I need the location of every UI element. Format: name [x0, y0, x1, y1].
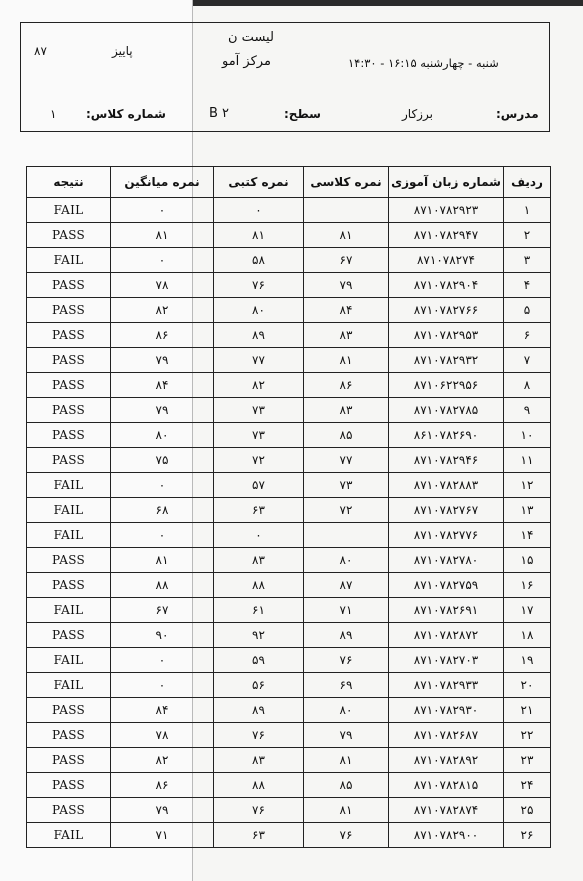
average-score-cell: ۸۸	[111, 573, 214, 598]
average-score-cell: ۷۸	[111, 723, 214, 748]
written-score-cell: ۸۹	[214, 698, 304, 723]
row-number-cell: ۱	[504, 198, 551, 223]
table-row	[27, 823, 551, 848]
student-id-cell: ۸۷۱۰۷۸۲۹۰۴	[389, 273, 504, 298]
average-score-cell: ۰	[111, 248, 214, 273]
class-score-cell: ۸۱	[304, 748, 389, 773]
written-score-cell: ۷۷	[214, 348, 304, 373]
student-id-cell: ۸۷۱۰۶۲۲۹۵۶	[389, 373, 504, 398]
class-score-cell: ۸۹	[304, 623, 389, 648]
average-score-cell: ۶۷	[111, 598, 214, 623]
student-id-cell: ۸۶۱۰۷۸۲۶۹۰	[389, 423, 504, 448]
student-id-cell: ۸۷۱۰۷۸۲۸۷۴	[389, 798, 504, 823]
class-score-cell: ۶۹	[304, 673, 389, 698]
student-id-cell: ۸۷۱۰۷۸۲۹۵۳	[389, 323, 504, 348]
written-score-cell: ۸۰	[214, 298, 304, 323]
class-score-cell: ۸۳	[304, 398, 389, 423]
row-number-cell: ۲۳	[504, 748, 551, 773]
table-row	[27, 373, 551, 398]
table-row	[27, 598, 551, 623]
teacher-label: مدرس:	[496, 107, 539, 121]
class-score-cell: ۸۶	[304, 373, 389, 398]
class-score-cell: ۷۹	[304, 723, 389, 748]
result-cell: PASS	[27, 723, 111, 748]
table-row	[27, 623, 551, 648]
student-id-cell: ۸۷۱۰۷۸۲۷۸۵	[389, 398, 504, 423]
schedule-text: شنبه - چهارشنبه ۱۶:۱۵ - ۱۴:۳۰	[348, 56, 499, 70]
class-score-cell: ۸۵	[304, 423, 389, 448]
result-cell: FAIL	[27, 248, 111, 273]
row-number-cell: ۷	[504, 348, 551, 373]
table-row	[27, 448, 551, 473]
average-score-cell: ۸۲	[111, 298, 214, 323]
average-score-cell: ۰	[111, 473, 214, 498]
row-number-cell: ۹	[504, 398, 551, 423]
table-row	[27, 398, 551, 423]
class-score-cell: ۷۳	[304, 473, 389, 498]
teacher-name: برزکار	[402, 107, 433, 121]
written-score-cell: ۰	[214, 198, 304, 223]
table-row	[27, 673, 551, 698]
result-cell: FAIL	[27, 473, 111, 498]
average-score-cell: ۷۹	[111, 798, 214, 823]
table-row	[27, 573, 551, 598]
result-cell: PASS	[27, 773, 111, 798]
table-row	[27, 773, 551, 798]
average-score-cell: ۷۹	[111, 348, 214, 373]
student-id-cell: ۸۷۱۰۷۸۲۷۶۶	[389, 298, 504, 323]
result-cell: PASS	[27, 398, 111, 423]
result-cell: PASS	[27, 548, 111, 573]
average-score-cell: ۰	[111, 673, 214, 698]
average-score-cell: ۰	[111, 198, 214, 223]
written-score-cell: ۶۳	[214, 498, 304, 523]
row-number-cell: ۱۴	[504, 523, 551, 548]
class-score-cell	[304, 523, 389, 548]
student-id-cell: ۸۷۱۰۷۸۲۷۷۶	[389, 523, 504, 548]
student-id-cell: ۸۷۱۰۷۸۲۷۸۰	[389, 548, 504, 573]
student-id-cell: ۸۷۱۰۷۸۲۹۴۶	[389, 448, 504, 473]
class-score-cell: ۷۶	[304, 823, 389, 848]
table-row	[27, 698, 551, 723]
average-score-cell: ۰	[111, 523, 214, 548]
result-cell: PASS	[27, 348, 111, 373]
result-cell: FAIL	[27, 198, 111, 223]
class-value: ۱	[50, 107, 57, 121]
written-score-cell: ۵۹	[214, 648, 304, 673]
average-score-cell: ۸۴	[111, 373, 214, 398]
row-number-cell: ۶	[504, 323, 551, 348]
written-score-cell: ۸۸	[214, 773, 304, 798]
student-id-cell: ۸۷۱۰۷۸۲۷۵۹	[389, 573, 504, 598]
level-label: سطح:	[284, 107, 321, 121]
row-number-cell: ۱۳	[504, 498, 551, 523]
table-row	[27, 523, 551, 548]
table-row	[27, 273, 551, 298]
result-cell: PASS	[27, 698, 111, 723]
class-score-cell: ۸۳	[304, 323, 389, 348]
written-score-cell: ۶۱	[214, 598, 304, 623]
table-row	[27, 723, 551, 748]
table-row	[27, 748, 551, 773]
average-score-cell: ۷۱	[111, 823, 214, 848]
list-title: لیست ن	[228, 30, 274, 45]
table-row	[27, 648, 551, 673]
average-score-cell: ۷۵	[111, 448, 214, 473]
student-id-cell: ۸۷۱۰۷۸۲۹۴۷	[389, 223, 504, 248]
row-number-cell: ۲۶	[504, 823, 551, 848]
student-id-cell: ۸۷۱۰۷۸۲۹۰۰	[389, 823, 504, 848]
row-number-cell: ۱۱	[504, 448, 551, 473]
written-score-cell: ۸۳	[214, 548, 304, 573]
average-score-cell: ۸۰	[111, 423, 214, 448]
average-score-cell: ۸۴	[111, 698, 214, 723]
row-number-cell: ۱۶	[504, 573, 551, 598]
result-cell: FAIL	[27, 523, 111, 548]
row-number-cell: ۵	[504, 298, 551, 323]
row-number-cell: ۱۲	[504, 473, 551, 498]
row-number-cell: ۲	[504, 223, 551, 248]
written-score-cell: ۶۳	[214, 823, 304, 848]
average-score-cell: ۰	[111, 648, 214, 673]
result-cell: FAIL	[27, 673, 111, 698]
table-body	[27, 198, 551, 848]
student-id-cell: ۸۷۱۰۷۸۲۶۸۷	[389, 723, 504, 748]
table-row	[27, 423, 551, 448]
class-score-cell: ۸۱	[304, 348, 389, 373]
average-score-cell: ۸۲	[111, 748, 214, 773]
average-score-cell: ۷۸	[111, 273, 214, 298]
class-score-cell: ۸۴	[304, 298, 389, 323]
result-cell: FAIL	[27, 498, 111, 523]
written-score-cell: ۸۲	[214, 373, 304, 398]
class-score-cell: ۶۷	[304, 248, 389, 273]
class-label: شماره کلاس:	[86, 107, 166, 121]
student-id-cell: ۸۷۱۰۷۸۲۹۳۳	[389, 673, 504, 698]
row-number-cell: ۲۱	[504, 698, 551, 723]
class-score-cell: ۸۰	[304, 698, 389, 723]
row-number-cell: ۱۵	[504, 548, 551, 573]
table-header-row	[27, 167, 551, 198]
written-score-cell: ۷۶	[214, 273, 304, 298]
level-value: B ۲	[209, 106, 230, 121]
student-id-cell: ۸۷۱۰۷۸۲۷۰۳	[389, 648, 504, 673]
table-row	[27, 798, 551, 823]
row-number-cell: ۲۴	[504, 773, 551, 798]
written-score-cell: ۰	[214, 523, 304, 548]
written-score-cell: ۸۱	[214, 223, 304, 248]
average-score-cell: ۸۶	[111, 323, 214, 348]
table-row	[27, 248, 551, 273]
written-score-cell: ۷۳	[214, 398, 304, 423]
result-cell: PASS	[27, 573, 111, 598]
table-row	[27, 223, 551, 248]
written-score-cell: ۷۲	[214, 448, 304, 473]
row-number-cell: ۳	[504, 248, 551, 273]
student-id-cell: ۸۷۱۰۷۸۲۸۷۲	[389, 623, 504, 648]
row-number-cell: ۲۲	[504, 723, 551, 748]
average-score-cell: ۶۸	[111, 498, 214, 523]
result-cell: PASS	[27, 298, 111, 323]
written-score-cell: ۹۲	[214, 623, 304, 648]
average-score-cell: ۸۶	[111, 773, 214, 798]
student-id-cell: ۸۷۱۰۷۸۲۹۳۲	[389, 348, 504, 373]
table-row	[27, 298, 551, 323]
class-score-cell: ۸۰	[304, 548, 389, 573]
result-cell: FAIL	[27, 648, 111, 673]
result-cell: PASS	[27, 323, 111, 348]
average-score-cell: ۸۱	[111, 548, 214, 573]
class-score-cell: ۷۶	[304, 648, 389, 673]
written-score-cell: ۸۳	[214, 748, 304, 773]
row-number-cell: ۱۹	[504, 648, 551, 673]
written-score-cell: ۷۳	[214, 423, 304, 448]
class-score-cell: ۸۱	[304, 798, 389, 823]
written-score-cell: ۸۹	[214, 323, 304, 348]
table-row	[27, 473, 551, 498]
result-cell: PASS	[27, 373, 111, 398]
row-number-cell: ۱۸	[504, 623, 551, 648]
table-row	[27, 498, 551, 523]
col-header-result: نتیجه	[27, 167, 111, 198]
written-score-cell: ۸۸	[214, 573, 304, 598]
written-score-cell: ۵۶	[214, 673, 304, 698]
student-id-cell: ۸۷۱۰۷۸۲۹۲۳	[389, 198, 504, 223]
written-score-cell: ۵۷	[214, 473, 304, 498]
term-label: پاییز	[112, 44, 133, 58]
col-header-row-number: ردیف	[504, 167, 551, 198]
results-table	[26, 166, 551, 848]
student-id-cell: ۸۷۱۰۷۸۲۶۹۱	[389, 598, 504, 623]
class-score-cell: ۷۷	[304, 448, 389, 473]
average-score-cell: ۸۱	[111, 223, 214, 248]
student-id-cell: ۸۷۱۰۷۸۲۹۳۰	[389, 698, 504, 723]
written-score-cell: ۵۸	[214, 248, 304, 273]
col-header-class-score: نمره کلاسی	[304, 167, 389, 198]
row-number-cell: ۲۵	[504, 798, 551, 823]
result-cell: PASS	[27, 748, 111, 773]
result-cell: FAIL	[27, 823, 111, 848]
result-cell: PASS	[27, 223, 111, 248]
result-cell: PASS	[27, 448, 111, 473]
class-score-cell: ۷۹	[304, 273, 389, 298]
table-row	[27, 348, 551, 373]
class-score-cell: ۷۱	[304, 598, 389, 623]
center-label: مرکز آمو	[222, 54, 271, 69]
result-cell: PASS	[27, 423, 111, 448]
table-row	[27, 323, 551, 348]
written-score-cell: ۷۶	[214, 723, 304, 748]
class-score-cell: ۸۵	[304, 773, 389, 798]
col-header-student-id: شماره زبان آموزی	[389, 167, 504, 198]
written-score-cell: ۷۶	[214, 798, 304, 823]
class-score-cell: ۷۲	[304, 498, 389, 523]
col-header-average-score: نمره میانگین	[111, 167, 214, 198]
class-score-cell: ۸۱	[304, 223, 389, 248]
table-row	[27, 198, 551, 223]
col-header-written-score: نمره کتبی	[214, 167, 304, 198]
student-id-cell: ۸۷۱۰۷۸۲۷۴	[389, 248, 504, 273]
term-code: ۸۷	[34, 44, 47, 58]
class-score-cell: ۸۷	[304, 573, 389, 598]
result-cell: PASS	[27, 798, 111, 823]
row-number-cell: ۱۰	[504, 423, 551, 448]
student-id-cell: ۸۷۱۰۷۸۲۸۱۵	[389, 773, 504, 798]
average-score-cell: ۹۰	[111, 623, 214, 648]
student-id-cell: ۸۷۱۰۷۸۲۸۸۳	[389, 473, 504, 498]
row-number-cell: ۱۷	[504, 598, 551, 623]
student-id-cell: ۸۷۱۰۷۸۲۸۹۲	[389, 748, 504, 773]
row-number-cell: ۲۰	[504, 673, 551, 698]
result-cell: FAIL	[27, 598, 111, 623]
result-cell: PASS	[27, 273, 111, 298]
student-id-cell: ۸۷۱۰۷۸۲۷۶۷	[389, 498, 504, 523]
row-number-cell: ۸	[504, 373, 551, 398]
row-number-cell: ۴	[504, 273, 551, 298]
result-cell: PASS	[27, 623, 111, 648]
table-row	[27, 548, 551, 573]
class-score-cell	[304, 198, 389, 223]
average-score-cell: ۷۹	[111, 398, 214, 423]
